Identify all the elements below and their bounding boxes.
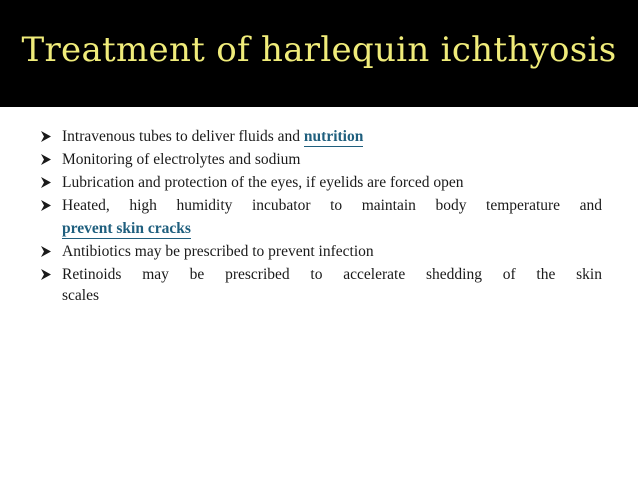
bullet-6-line-2: scales	[62, 287, 100, 304]
bullet-6-line-1: Retinoids may be prescribed to accelerate shedding of the skin	[62, 266, 602, 283]
bullet-4-line-1: Heated, high humidity incubator to maintain body temperature and	[62, 197, 602, 214]
arrow-bullet-icon	[40, 153, 52, 166]
nutrition-link[interactable]: nutrition	[303, 128, 364, 145]
bullet-1-text: Intravenous tubes to deliver fluids and	[62, 128, 304, 145]
arrow-bullet-icon	[40, 130, 52, 143]
bullet-2-text: Monitoring of electrolytes and sodium	[62, 151, 301, 168]
bullet-text-1	[62, 126, 602, 147]
bullet-5-text: Antibiotics may be prescribed to prevent infection	[62, 243, 374, 260]
arrow-bullet-icon	[40, 268, 52, 281]
bullet-3-text: Lubrication and protection of the eyes, if eyelids are forced open	[62, 174, 464, 191]
arrow-bullet-icon	[40, 245, 52, 258]
title-banner	[0, 0, 638, 107]
arrow-bullet-icon	[40, 199, 52, 212]
bullet-list	[0, 126, 638, 326]
slide-title: Treatment of harlequin ichthyosis	[21, 30, 617, 70]
prevent-skin-cracks-link[interactable]: prevent skin cracks	[62, 220, 191, 237]
bullet-4-line-2	[62, 218, 602, 239]
arrow-bullet-icon	[40, 176, 52, 189]
